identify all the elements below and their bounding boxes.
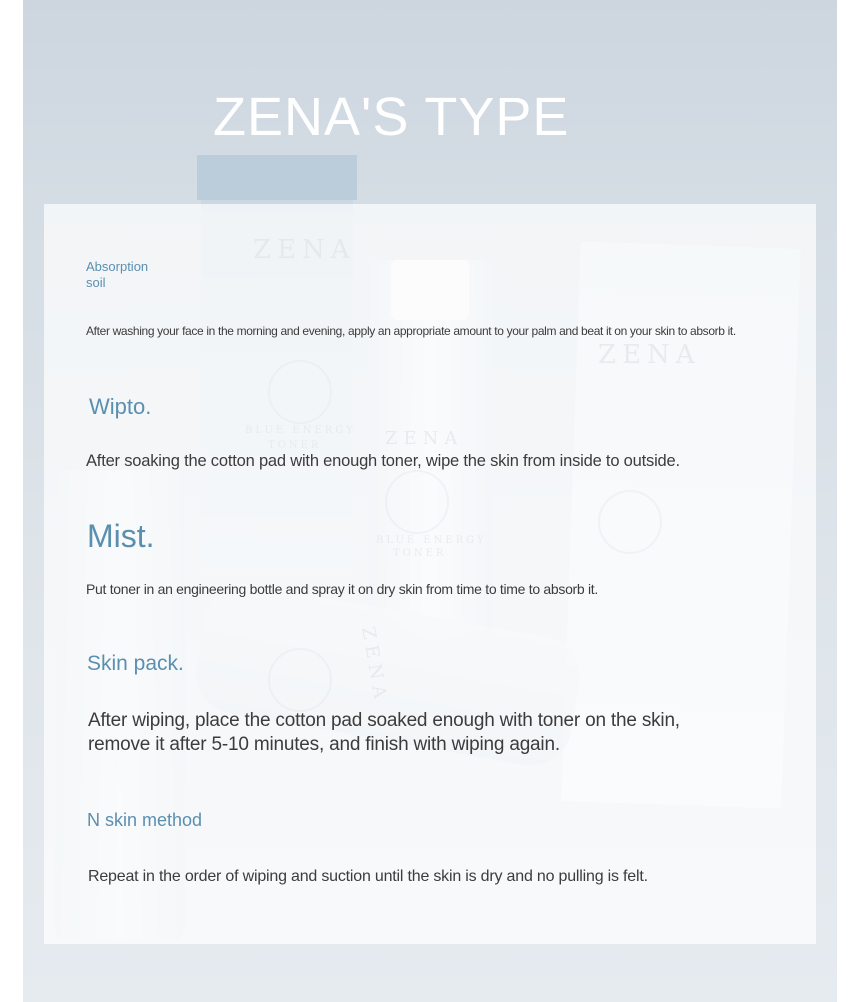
page-title: ZENA'S TYPE: [213, 87, 570, 147]
section-body-wipe: After soaking the cotton pad with enough toner, wipe the skin from inside to outside.: [86, 452, 680, 470]
section-heading-wipe: Wipto.: [89, 394, 152, 419]
section-heading-skin-pack: Skin pack.: [87, 652, 184, 675]
section-heading-absorption: Absorption soil: [86, 259, 149, 290]
section-body-absorption: After washing your face in the morning and evening, apply an appropriate amount to your palm and beat it on your skin to absorb it.: [86, 324, 736, 338]
section-body-mist: Put toner in an engineering bottle and spray it on dry skin from time to time to absorb it.: [86, 581, 598, 597]
section-heading-n-skin: N skin method: [87, 810, 203, 830]
section-heading-mist: Mist.: [87, 518, 155, 554]
section-body-skin-pack: After wiping, place the cotton pad soaked enough with toner on the skin, remove it after 5-10 minutes, and finish with wiping again.: [88, 710, 680, 755]
section-body-n-skin: Repeat in the order of wiping and suction until the skin is dry and no pulling is felt.: [88, 868, 648, 885]
instructions-panel: [44, 204, 816, 944]
